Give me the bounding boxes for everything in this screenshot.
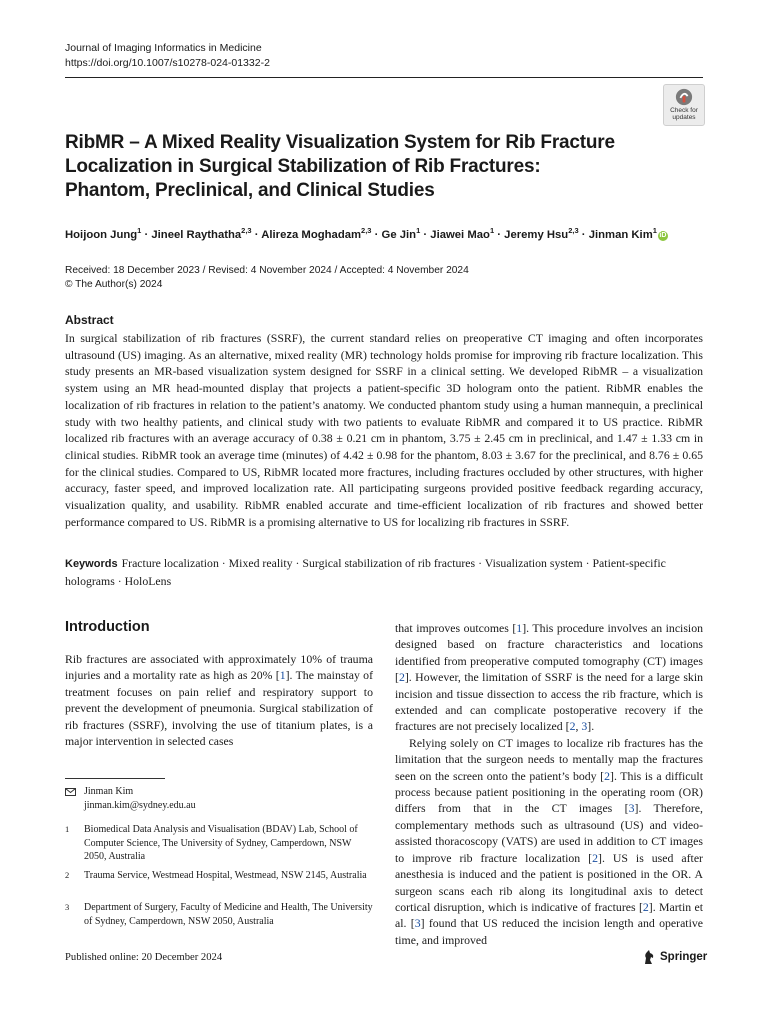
doi-link[interactable]: https://doi.org/10.1007/s10278-024-01332-2 <box>65 57 270 69</box>
publisher-name: Springer <box>660 951 708 963</box>
contact-name: Jinman Kim <box>84 786 134 797</box>
copyright: © The Author(s) 2024 <box>65 279 163 290</box>
introduction-heading: Introduction <box>65 619 150 635</box>
author-affiliation: 1 <box>489 226 495 235</box>
journal-name: Journal of Imaging Informatics in Medicine <box>65 42 262 54</box>
affiliation-text: Department of Surgery, Faculty of Medicine and Health, The University of Sydney, Camperdown, NSW 2050, Australia <box>84 902 373 927</box>
author-affiliation: 2,3 <box>241 226 252 235</box>
published-online: Published online: 20 December 2024 <box>65 952 223 963</box>
author-separator: · <box>371 228 382 241</box>
author-affiliation: 2,3 <box>568 226 579 235</box>
affiliation-mark: 1 <box>65 824 70 834</box>
author-name[interactable]: Alireza Moghadam <box>261 228 362 241</box>
intro-left-column <box>65 651 373 749</box>
citation-link[interactable]: 1 <box>516 621 523 635</box>
affiliation-text: Biomedical Data Analysis and Visualisation (BDAV) Lab, School of Computer Science, The University of Sydney, Camperdown, NSW 2050, Australia <box>84 824 358 863</box>
abstract-text: In surgical stabilization of rib fractures (SSRF), the current standard relies on preoperative CT imaging and often incorporates ultrasound (US) imaging. As an alternative, mixed reality (MR) technology holds promise for improving rib fracture localization. This study presents an MR-based visualization system designed for SSRF in a clinical setting. We developed RibMR – a visualization system using an MR head-mounted display that projects a patient-specific 3D hologram onto the patient. RibMR enables the localization of rib fractures in relation to the patient’s anatomy. We conducted phantom study using a human mannequin, a preclinical study with two healthy patients, and clinical study with two patients to evaluate RibMR and compared it to US practice. RibMR localized rib fractures with an average accuracy of 0.38 ± 0.21 cm in phantom, 3.75 ± 2.45 cm in preclinical, and 1.47 ± 1.33 cm in clinical studies. RibMR took an average time (minutes) of 4.42 ± 0.98 for the phantom, 8.03 ± 3.67 for the preclinical, and 8.76 ± 0.65 for the clinical studies. Compared to US, RibMR located more fractures, including fractures occluded by other structures, with higher accuracy, faster speed, and improved localization rate. All participating surgeons provided positive feedback regarding accuracy, visualization quality, and usability. RibMR enabled accurate and time-efficient localization of rib fractures and showed better performance compared to US. RibMR is a promising alternative to US for localizing rib fractures in SSRF. <box>65 331 703 529</box>
citation-link[interactable]: 3 <box>414 916 421 931</box>
citation-link[interactable]: 2 <box>569 719 576 734</box>
orcid-icon[interactable]: iD <box>659 231 667 239</box>
author-affiliation: 2,3 <box>361 226 372 235</box>
citation-link[interactable]: 2 <box>642 899 649 914</box>
author-list <box>65 226 705 241</box>
author-name[interactable]: Ge Jin <box>381 228 417 241</box>
intro-left-text: Rib fractures are associated with approximately 10% of trauma injuries and a mortality rate as high as 20% [1]. The mainstay of treatment focuses on pain relief and respiratory support to prevent the development of pneumonia. Surgical stabilization of rib fractures (SSRF), involving the use of titanium plates, is a major intervention in selected cases <box>65 652 373 749</box>
check-for-updates-badge[interactable] <box>663 84 705 126</box>
citation-link[interactable]: 2 <box>604 768 610 783</box>
header-rule <box>65 77 703 78</box>
corresponding-author <box>84 785 196 812</box>
intro-right-paragraph-1: that improves outcomes [1]. This procedure involves an incision designed based on fracture characteristics and locations identified from preoperative computed tomography (CT) images [2]. However, the limitation of SSRF is the need for a large skin incision and tissue dissection to access the rib fracture, which is extended and can complicate postoperative recovery if the fractures are not precisely localized [2, 3]. <box>395 621 703 734</box>
author-name[interactable]: Jeremy Hsu <box>504 228 569 241</box>
footnote-rule <box>65 778 165 779</box>
paper-title: RibMR – A Mixed Reality Visualization System for Rib Fracture Localization in Surgical Stabilization of Rib Fractures: Phantom, Preclinical, and Clinical Studies <box>65 132 615 201</box>
author-separator: · <box>494 228 505 241</box>
keywords <box>65 555 703 589</box>
citation-link[interactable]: 2 <box>398 670 405 685</box>
author-name[interactable]: Jinman Kim <box>588 228 653 241</box>
citation-link[interactable]: 3 <box>581 719 588 734</box>
author-separator: · <box>578 228 589 241</box>
received-dates: Received: 18 December 2023 / Revised: 4 November 2024 / Accepted: 4 November 2024 <box>65 265 469 276</box>
author-name[interactable]: Jiawei Mao <box>430 228 490 241</box>
keywords-label: Keywords <box>65 558 118 570</box>
badge-line2: updates <box>672 114 696 121</box>
author-affiliation: 1 <box>137 226 142 235</box>
springer-horse-icon <box>642 949 656 965</box>
author-affiliation: 1 <box>416 226 421 235</box>
citation-link[interactable]: 2 <box>592 850 599 865</box>
check-updates-icon <box>675 88 693 106</box>
intro-right-column <box>395 620 703 948</box>
keywords-text: Fracture localization · Mixed reality · Surgical stabilization of rib fractures · Visualization system · Patient-specific holograms · HoloLens <box>65 556 666 588</box>
citation-link[interactable]: 3 <box>628 801 635 816</box>
affiliation-text: Trauma Service, Westmead Hospital, Westmead, NSW 2145, Australia <box>84 870 367 881</box>
badge-line1: Check for <box>670 107 698 114</box>
envelope-icon <box>65 788 76 796</box>
abstract-heading: Abstract <box>65 313 114 327</box>
author-name[interactable]: Jineel Raythatha <box>151 228 242 241</box>
affiliation-mark: 3 <box>65 902 70 912</box>
intro-right-paragraph-2: Relying solely on CT images to localize rib fractures has the limitation that the surgeon needs to mentally map the fractures seen on the screen onto the patient’s body [2]. This is a difficult process because patient positioning in the operating room (OR) differs from that in the CT images [3]. Therefore, complementary methods such as ultrasound (US) and video-assisted thoracoscopy (VATS) are used in addition to CT images to improve rib fracture localization [2]. US is used after anesthesia is induced and the patient is positioned in the OR. A surgeon scans each rib along its longitudinal axis to detect cortical disruption, which is indicative of fractures [2]. Martin et al. [3] found that US reduced the incision length and operative time, and improved <box>395 735 703 947</box>
author-separator: · <box>251 228 262 241</box>
journal-header <box>65 41 270 71</box>
citation-link[interactable]: 1 <box>279 668 286 683</box>
author-affiliation: 1 <box>652 226 657 235</box>
springer-logo <box>642 949 707 965</box>
affiliation-mark: 2 <box>65 870 70 880</box>
author-separator: · <box>141 228 152 241</box>
contact-email[interactable]: jinman.kim@sydney.edu.au <box>84 799 196 811</box>
article-dates <box>65 264 469 292</box>
author-name[interactable]: Hoijoon Jung <box>65 228 138 241</box>
author-separator: · <box>420 228 431 241</box>
